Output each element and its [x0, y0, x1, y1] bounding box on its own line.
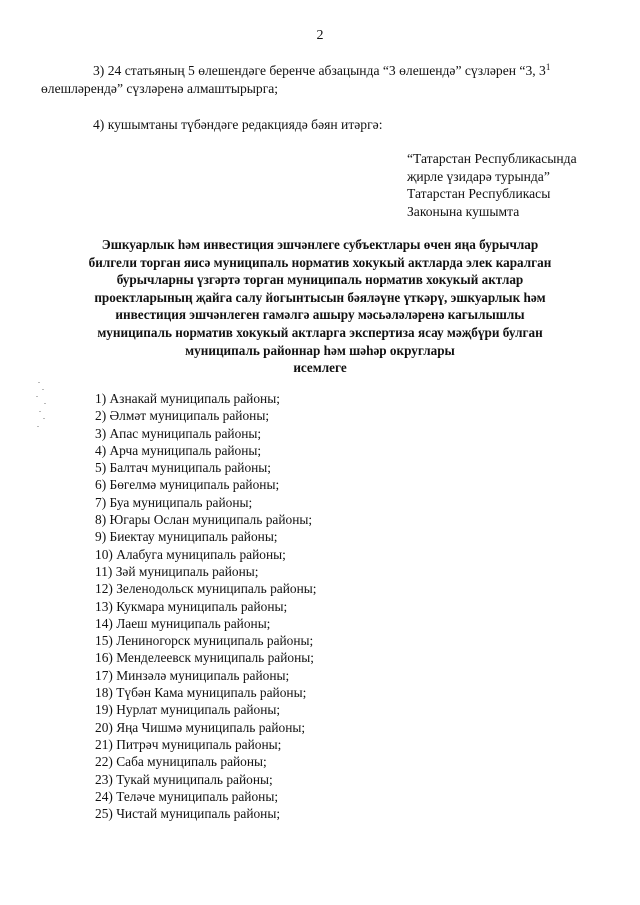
- list-item: 4) Арча муниципаль районы;: [95, 442, 262, 458]
- list-item: 8) Югары Ослан муниципаль районы;: [95, 512, 313, 528]
- heading-line: муниципаль норматив хокукый актларга экспертиза ясау мәҗбүри булган: [97, 324, 543, 340]
- heading-line: муниципаль районнар һәм шәһәр округлары: [185, 342, 455, 358]
- scan-speck: [42, 389, 44, 390]
- page-number: 2: [316, 28, 324, 43]
- amendment-item-3-line-1: [93, 62, 613, 81]
- amendment-item-3-text: 3) 24 статьяның 5 өлешендәге беренче абзацында “3 өлешендә” сүзләрен “3, 3: [93, 63, 546, 78]
- list-item: 12) Зеленодольск муниципаль районы;: [95, 581, 317, 597]
- scan-speck: [43, 418, 45, 419]
- list-item: 14) Лаеш муниципаль районы;: [95, 615, 271, 631]
- list-item: 17) Минзәлә муниципаль районы;: [95, 667, 290, 683]
- heading-line: исемлеге: [293, 360, 347, 376]
- appendix-reference: [407, 150, 577, 220]
- scan-speck: [44, 403, 46, 404]
- list-item: 16) Менделеевск муниципаль районы;: [95, 650, 314, 666]
- heading-line: проектларының җайга салу йогынтысын бәяләүне үткәрү, эшкуарлык һәм: [94, 289, 546, 305]
- list-item: 1) Азнакай муниципаль районы;: [95, 391, 280, 406]
- list-item: 10) Алабуга муниципаль районы;: [95, 546, 286, 562]
- list-item: 23) Тукай муниципаль районы;: [95, 771, 273, 787]
- heading-line: Эшкуарлык һәм инвестиция эшчәнлеге субъектлары өчен яңа бурычлар: [101, 237, 539, 252]
- list-item: 9) Биектау муниципаль районы;: [95, 529, 278, 545]
- list-item: 2) Әлмәт муниципаль районы;: [95, 408, 270, 424]
- list-item: 11) Зәй муниципаль районы;: [95, 563, 259, 579]
- list-heading: [40, 236, 600, 377]
- list-item: 15) Лениногорск муниципаль районы;: [95, 633, 314, 649]
- list-item: 21) Питрәч муниципаль районы;: [95, 736, 282, 752]
- list-item: 3) Апас муниципаль районы;: [95, 425, 262, 441]
- district-list: [95, 390, 316, 822]
- heading-line: инвестиция эшчәнлеген гамәлгә ашыру мәсьәләләренә кагылышлы: [115, 307, 525, 323]
- scan-speck: [38, 382, 40, 383]
- appendix-line: җирле үзидарә турында”: [407, 168, 550, 184]
- heading-line: бурычларны үзгәртә торган муниципаль норматив хокукый актлар: [116, 272, 524, 288]
- appendix-line: Татарстан Республикасы: [407, 186, 551, 201]
- list-item: 22) Саба муниципаль районы;: [95, 754, 267, 770]
- appendix-line: “Татарстан Республикасында: [407, 151, 577, 166]
- list-item: 20) Яңа Чишмә муниципаль районы;: [95, 719, 306, 735]
- heading-line: билгели торган яисә муниципаль норматив хокукый актларда элек каралган: [88, 254, 552, 270]
- list-item: 25) Чистай муниципаль районы;: [95, 806, 281, 822]
- amendment-item-3-line-2: өлешләрендә” сүзләренә алмаштырырга;: [41, 81, 279, 96]
- list-item: 18) Түбән Кама муниципаль районы;: [95, 685, 307, 701]
- scan-speck: [39, 411, 41, 412]
- list-item: 19) Нурлат муниципаль районы;: [95, 702, 281, 718]
- amendment-item-4: 4) кушымтаны түбәндәге редакциядә бәян итәргә:: [93, 117, 383, 132]
- scan-speck: [37, 426, 39, 427]
- scan-speck: [36, 396, 38, 397]
- list-item: 7) Буа муниципаль районы;: [95, 494, 253, 510]
- list-item: 13) Кукмара муниципаль районы;: [95, 598, 288, 614]
- list-item: 24) Теләче муниципаль районы;: [95, 788, 279, 804]
- appendix-line: Законына кушымта: [407, 203, 520, 219]
- list-item: 5) Балтач муниципаль районы;: [95, 460, 272, 476]
- list-item: 6) Бөгелмә муниципаль районы;: [95, 477, 280, 493]
- amendment-item-3-superscript: 1: [545, 62, 551, 72]
